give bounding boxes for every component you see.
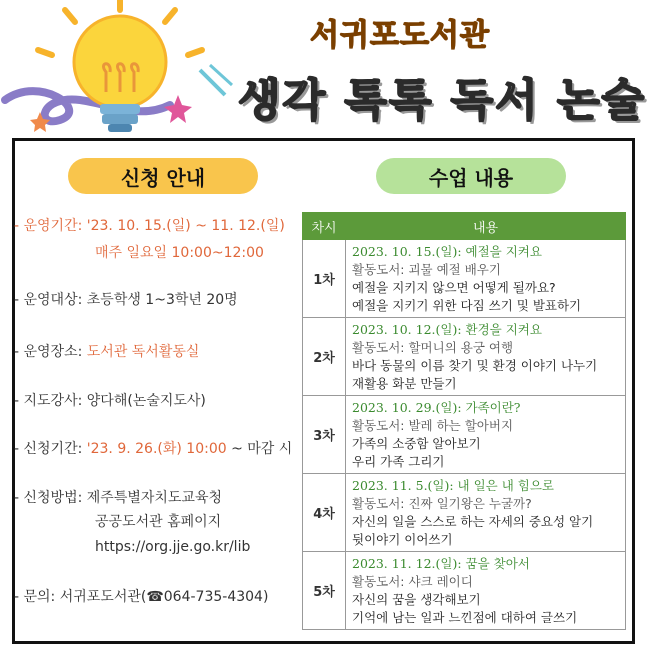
header-round: 차시 xyxy=(303,213,346,240)
table-row xyxy=(303,318,626,396)
round-cell: 3차 xyxy=(303,396,346,474)
session-book: 활동도서: 괴물 예절 배우기 xyxy=(352,261,501,277)
period-label: - 운영기간: xyxy=(14,218,87,234)
round-cell: 4차 xyxy=(303,474,346,552)
content-cell xyxy=(346,396,626,474)
content-cell xyxy=(346,240,626,318)
info-period xyxy=(14,216,285,236)
session-activity: 예절을 지키지 않으면 어떻게 될까요? xyxy=(352,279,556,295)
apply-suffix: ~ 마감 시 xyxy=(226,441,293,457)
session-activity: 가족의 소중함 알아보기 xyxy=(352,435,481,451)
table-row xyxy=(303,396,626,474)
session-date: 2023. 11. 5.(일): 내 일은 내 힘으로 xyxy=(352,477,554,493)
content-cell xyxy=(346,474,626,552)
info-target: - 운영대상: 초등학생 1~3학년 20명 xyxy=(14,292,238,308)
info-apply-period xyxy=(14,439,292,459)
place-label: - 운영장소: xyxy=(14,344,87,360)
contact-label: - 문의: 서귀포도서관( xyxy=(14,589,147,605)
place-value: 도서관 독서활동실 xyxy=(86,344,200,360)
apply-label: - 신청기간: xyxy=(14,441,87,457)
round-cell: 1차 xyxy=(303,240,346,318)
session-activity: 뒷이야기 이어쓰기 xyxy=(352,531,453,547)
session-activity: 자신의 꿈을 생각해보기 xyxy=(352,591,481,607)
session-book: 활동도서: 할머니의 용궁 여행 xyxy=(352,339,514,355)
apply-value: '23. 9. 26.(화) 10:00 xyxy=(86,441,227,457)
table-row xyxy=(303,552,626,630)
period-value: '23. 10. 15.(일) ~ 11. 12.(일) xyxy=(86,218,285,234)
session-date: 2023. 10. 29.(일): 가족이란? xyxy=(352,399,521,415)
header-banner xyxy=(0,0,647,138)
session-activity: 우리 가족 그리기 xyxy=(352,453,445,469)
table-row xyxy=(303,240,626,318)
session-activity: 예절을 지키기 위한 다짐 쓰기 및 발표하기 xyxy=(352,297,582,313)
session-book: 활동도서: 발레 하는 할아버지 xyxy=(352,417,514,433)
content-cell xyxy=(346,552,626,630)
contact-phone: ☎064-735-4304) xyxy=(146,589,269,605)
lightbulb-icon xyxy=(0,0,240,138)
period-detail: 매주 일요일 10:00~12:00 xyxy=(95,245,264,261)
content-cell xyxy=(346,318,626,396)
session-activity: 기억에 남는 일과 느낀점에 대하여 글쓰기 xyxy=(352,609,578,625)
program-title: 생각 톡톡 독서 논술 xyxy=(238,75,646,126)
session-date: 2023. 10. 12.(일): 환경을 지켜요 xyxy=(352,321,542,337)
session-book: 활동도서: 샤크 레이디 xyxy=(352,573,473,589)
header-content: 내용 xyxy=(346,213,626,240)
round-cell: 2차 xyxy=(303,318,346,396)
session-activity: 재활용 화분 만들기 xyxy=(352,375,457,391)
session-activity: 바다 동물의 이름 찾기 및 환경 이야기 나누기 xyxy=(352,357,598,373)
library-title: 서귀포도서관 xyxy=(310,18,490,53)
info-instructor: - 지도강사: 양다해(논술지도사) xyxy=(14,393,206,409)
info-place xyxy=(14,342,199,362)
info-method: - 신청방법: 제주특별자치도교육청 xyxy=(14,490,223,506)
round-cell: 5차 xyxy=(303,552,346,630)
session-activity: 자신의 일을 스스로 하는 자세의 중요성 알기 xyxy=(352,513,594,529)
method-line2: 공공도서관 홈페이지 xyxy=(95,514,222,530)
session-date: 2023. 11. 12.(일): 꿈을 찾아서 xyxy=(352,555,530,571)
schedule-table xyxy=(302,212,626,630)
table-row xyxy=(303,474,626,552)
method-url[interactable]: https://org.jje.go.kr/lib xyxy=(95,539,251,555)
session-date: 2023. 10. 15.(일): 예절을 지켜요 xyxy=(352,243,542,259)
info-contact xyxy=(14,587,268,607)
curriculum-section-badge: 수업 내용 xyxy=(376,158,566,194)
apply-section-badge: 신청 안내 xyxy=(68,158,258,194)
session-book: 활동도서: 진짜 일기왕은 누굴까? xyxy=(352,495,532,511)
